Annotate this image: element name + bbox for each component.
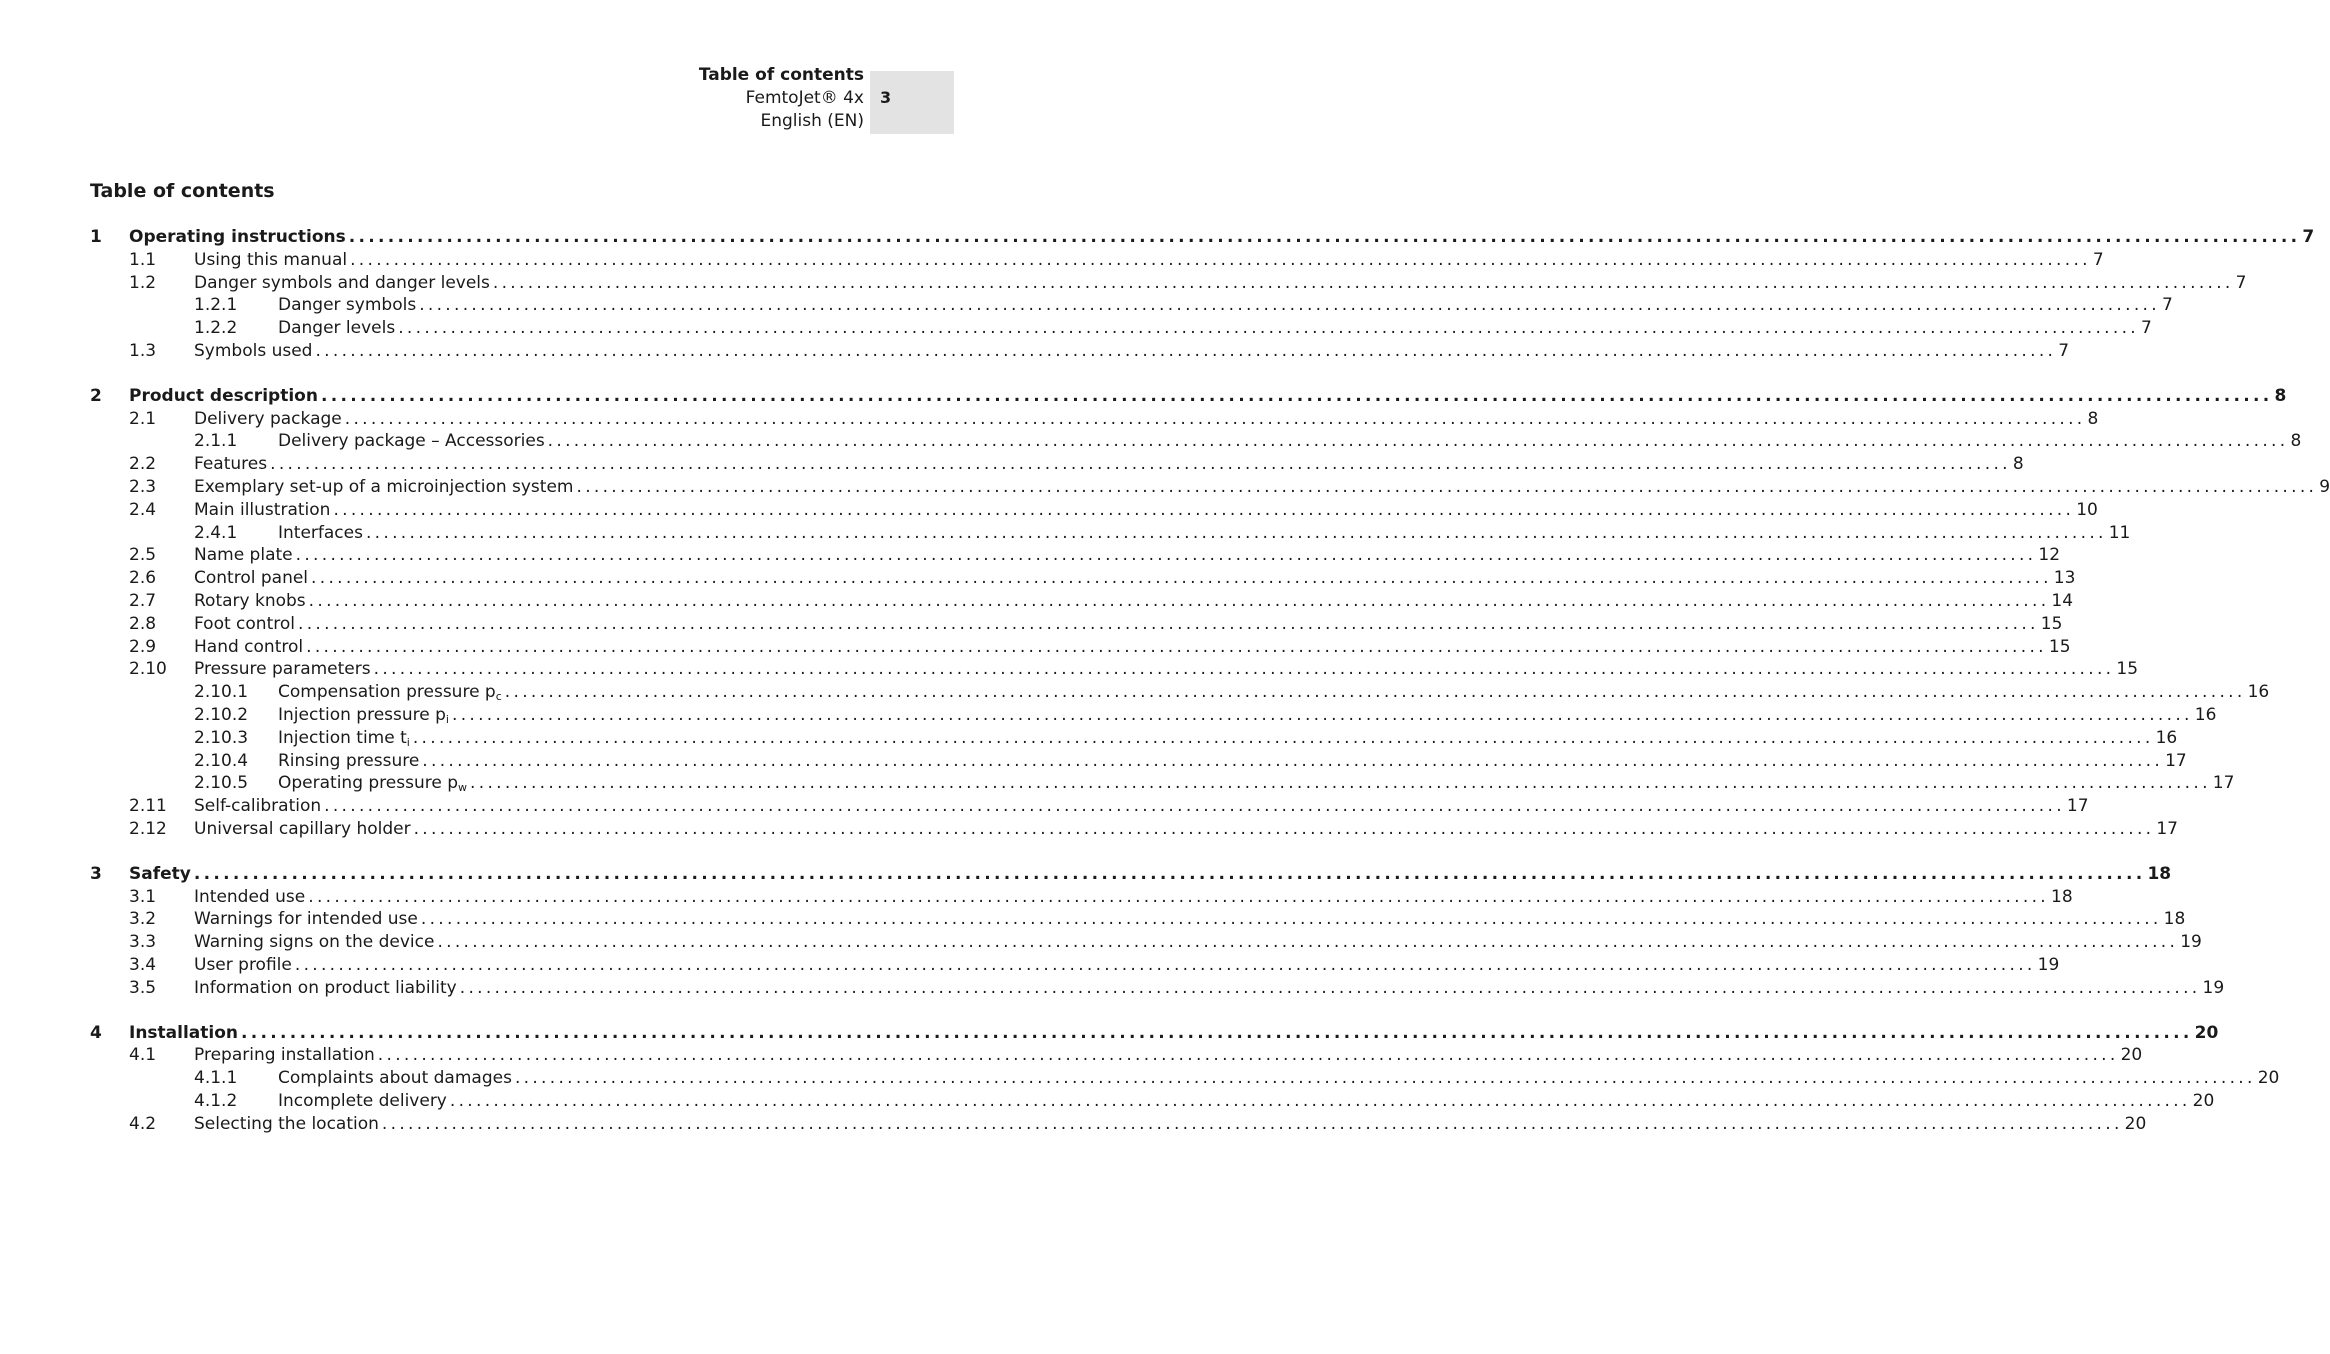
toc-section-entry[interactable]	[90, 272, 2247, 295]
toc-entry-title: Delivery package	[194, 408, 342, 429]
toc-entry-title: Pressure parameters	[194, 659, 371, 680]
toc-entry-title: Product description	[129, 385, 318, 406]
toc-entry-title: Features	[194, 454, 268, 475]
toc-subsection-entry[interactable]	[90, 681, 2270, 704]
toc-entry-number: 3.2	[129, 909, 157, 930]
table-of-contents	[90, 226, 2330, 1157]
toc-entry-title: Using this manual	[194, 249, 348, 270]
toc-entry-title: Self-calibration	[194, 796, 322, 817]
toc-entry-number: 3	[90, 863, 102, 884]
toc-chapter	[90, 863, 2225, 1000]
toc-entry-page: 20	[2192, 1090, 2215, 1111]
toc-section-entry[interactable]	[90, 931, 2202, 954]
toc-entry-title: Preparing installation	[194, 1045, 375, 1066]
toc-subsection-entry[interactable]	[90, 1090, 2215, 1113]
toc-heading: Table of contents	[90, 180, 275, 202]
toc-entry-number: 2.9	[129, 636, 157, 657]
toc-entry-number: 4	[90, 1022, 102, 1043]
toc-entry-number: 4.2	[129, 1113, 157, 1134]
toc-section-entry[interactable]	[90, 1044, 2143, 1067]
toc-entry-title: Danger levels	[278, 318, 396, 339]
toc-entry-title: Interfaces	[278, 522, 363, 543]
toc-entry-title: Main illustration	[194, 499, 331, 520]
toc-entry-page: 17	[2156, 818, 2178, 839]
toc-entry-title: Installation	[129, 1022, 239, 1043]
toc-chapter	[90, 226, 2315, 363]
toc-entry-number: 2.1	[129, 408, 157, 429]
toc-entry-number: 4.1.2	[194, 1090, 238, 1111]
toc-section-entry[interactable]	[90, 977, 2225, 1000]
toc-entry-title: Symbols used	[194, 340, 313, 361]
toc-entry-number: 2.10.5	[194, 773, 249, 794]
toc-entry-number: 3.1	[129, 886, 157, 907]
dot-leader: ........................................................................................................................................................................................................	[315, 340, 2057, 361]
toc-entry-title: Selecting the location	[194, 1113, 379, 1134]
dot-leader: ........................................................................................................................................................................................................	[412, 727, 2154, 748]
toc-chapter	[90, 385, 2330, 841]
toc-entry-page: 15	[2116, 659, 2139, 680]
toc-entry-subscript: i	[406, 735, 410, 749]
toc-section-entry[interactable]	[90, 818, 2178, 841]
dot-leader: ........................................................................................................................................................................................................	[419, 295, 2160, 316]
toc-entry-number: 2.1.1	[194, 431, 238, 452]
toc-section-entry[interactable]	[90, 954, 2060, 977]
toc-section-entry[interactable]	[90, 453, 2024, 476]
toc-entry-title: Warning signs on the device	[194, 932, 435, 953]
dot-leader: ........................................................................................................................................................................................................	[514, 1068, 2256, 1089]
toc-entry-page: 20	[2124, 1113, 2147, 1134]
toc-entry-number: 1	[90, 227, 102, 247]
toc-entry-title: Operating pressure $p_w$	[278, 773, 468, 795]
toc-entry-title: Operating instructions	[129, 227, 346, 247]
toc-entry-number: 2.10	[129, 659, 167, 680]
toc-entry-title: Injection pressure $p_i$	[278, 704, 449, 726]
toc-entry-page: 20	[2120, 1045, 2143, 1066]
toc-entry-page: 19	[2180, 932, 2202, 953]
toc-entry-number: 2.6	[129, 568, 157, 589]
dot-leader: ........................................................................................................................................................................................................	[308, 886, 2049, 907]
toc-entry-page: 16	[2194, 704, 2217, 725]
toc-chapter	[90, 1022, 2280, 1136]
toc-entry-page: 9	[2319, 476, 2330, 497]
toc-entry-page: 20	[2194, 1022, 2219, 1043]
page-number: 3	[880, 88, 892, 107]
dot-leader: ........................................................................................................................................................................................................	[449, 1090, 2191, 1111]
dot-leader: ........................................................................................................................................................................................................	[320, 385, 2273, 406]
header-title: Table of contents	[698, 65, 864, 85]
toc-entry-page: 7	[2058, 340, 2070, 361]
toc-entry-number: 2.5	[129, 545, 157, 566]
toc-entry-page: 7	[2302, 227, 2315, 247]
toc-section-entry[interactable]	[90, 613, 2063, 636]
dot-leader: ........................................................................................................................................................................................................	[437, 932, 2179, 953]
toc-subsection-entry[interactable]	[90, 727, 2178, 750]
toc-entry-page: 7	[2140, 318, 2152, 339]
toc-subsection-entry[interactable]	[90, 772, 2235, 795]
toc-entry-page: 18	[2051, 886, 2073, 907]
toc-section-entry[interactable]	[90, 658, 2139, 681]
toc-entry-number: 2.4	[129, 499, 157, 520]
toc-entry-page: 16	[2247, 682, 2270, 703]
dot-leader: ........................................................................................................................................................................................................	[504, 682, 2246, 703]
toc-section-entry[interactable]	[90, 567, 2076, 590]
toc-entry-number: 4.1.1	[194, 1068, 238, 1089]
toc-entry-page: 15	[2040, 613, 2063, 634]
toc-section-entry[interactable]	[90, 886, 2073, 909]
toc-entry-page: 11	[2108, 522, 2131, 543]
toc-section-entry[interactable]	[90, 590, 2074, 613]
dot-leader: ........................................................................................................................................................................................................	[420, 909, 2162, 930]
toc-entry-page: 16	[2155, 727, 2178, 748]
dot-leader: ........................................................................................................................................................................................................	[193, 863, 2146, 884]
dot-leader: ........................................................................................................................................................................................................	[344, 408, 2086, 429]
toc-entry-page: 13	[2053, 568, 2076, 589]
toc-entry-number: 2.11	[129, 796, 167, 817]
toc-entry-title: Hand control	[194, 636, 304, 657]
toc-section-entry[interactable]	[90, 795, 2089, 818]
toc-entry-page: 17	[2066, 796, 2089, 817]
dot-leader: ........................................................................................................................................................................................................	[241, 1022, 2193, 1043]
toc-subsection-entry[interactable]	[90, 1067, 2280, 1090]
toc-entry-page: 8	[2087, 408, 2099, 429]
toc-entry-page: 7	[2235, 272, 2247, 293]
dot-leader: ........................................................................................................................................................................................................	[333, 499, 2075, 520]
toc-entry-title: Name plate	[194, 545, 293, 566]
dot-leader: ........................................................................................................................................................................................................	[365, 522, 2107, 543]
toc-entry-title: Danger symbols and danger levels	[194, 272, 490, 293]
toc-entry-number: 2	[90, 385, 102, 406]
toc-entry-subscript: w	[458, 781, 468, 795]
toc-subsection-entry[interactable]	[90, 704, 2217, 727]
dot-leader: ........................................................................................................................................................................................................	[306, 636, 2047, 657]
toc-entry-number: 2.10.2	[194, 704, 249, 725]
dot-leader: ........................................................................................................................................................................................................	[381, 1113, 2123, 1134]
toc-entry-page: 8	[2290, 431, 2302, 452]
toc-entry-page: 19	[2202, 977, 2225, 998]
toc-section-entry[interactable]	[90, 636, 2071, 659]
dot-leader: ........................................................................................................................................................................................................	[451, 704, 2193, 725]
toc-entry-number: 2.12	[129, 818, 167, 839]
dot-leader: ........................................................................................................................................................................................................	[377, 1045, 2119, 1066]
header-language: English (EN)	[760, 111, 864, 131]
toc-entry-number: 2.10.3	[194, 727, 249, 748]
dot-leader: ........................................................................................................................................................................................................	[270, 454, 2011, 475]
dot-leader: ........................................................................................................................................................................................................	[459, 977, 2201, 998]
toc-chapter-entry[interactable]	[90, 863, 2172, 886]
toc-entry-number: 1.2	[129, 272, 157, 293]
toc-entry-subscript: i	[445, 712, 449, 726]
header-product: FemtoJet® 4x	[745, 88, 864, 108]
dot-leader: ........................................................................................................................................................................................................	[297, 613, 2039, 634]
toc-entry-title: Injection time $t_i$	[278, 727, 410, 749]
toc-chapter-entry[interactable]	[90, 385, 2287, 408]
toc-entry-page: 15	[2048, 636, 2071, 657]
toc-subsection-entry[interactable]	[90, 294, 2173, 317]
toc-entry-title: Rinsing pressure	[278, 750, 420, 771]
toc-chapter-entry[interactable]	[90, 1022, 2219, 1045]
dot-leader: ........................................................................................................................................................................................................	[308, 590, 2050, 611]
toc-entry-number: 3.4	[129, 954, 157, 975]
toc-entry-page: 10	[2076, 499, 2098, 520]
toc-entry-title: User profile	[194, 954, 292, 975]
toc-entry-title: Danger symbols	[278, 295, 417, 316]
toc-entry-number: 1.3	[129, 340, 157, 361]
toc-entry-number: 1.2.2	[194, 318, 238, 339]
toc-entry-page: 8	[2274, 385, 2287, 406]
page-number-tab	[870, 71, 954, 134]
toc-entry-page: 14	[2051, 590, 2074, 611]
running-header	[699, 64, 864, 133]
toc-entry-number: 3.3	[129, 932, 157, 953]
toc-subsection-entry[interactable]	[90, 522, 2131, 545]
toc-entry-number: 1.2.1	[194, 295, 238, 316]
toc-section-entry[interactable]	[90, 499, 2098, 522]
toc-entry-title: Safety	[129, 863, 191, 884]
dot-leader: ........................................................................................................................................................................................................	[422, 750, 2164, 771]
toc-entry-title: Complaints about damages	[278, 1068, 512, 1089]
toc-entry-title: Control panel	[194, 568, 309, 589]
toc-entry-title: Rotary knobs	[194, 590, 306, 611]
toc-chapter-entry[interactable]	[90, 226, 2315, 249]
toc-entry-page: 17	[2165, 750, 2187, 771]
dot-leader: ........................................................................................................................................................................................................	[295, 545, 2037, 566]
dot-leader: ........................................................................................................................................................................................................	[348, 227, 2301, 247]
toc-entry-number: 2.10.1	[194, 682, 249, 703]
toc-entry-page: 18	[2147, 863, 2172, 884]
toc-section-entry[interactable]	[90, 908, 2186, 931]
toc-entry-number: 2.2	[129, 454, 157, 475]
dot-leader: ........................................................................................................................................................................................................	[547, 431, 2289, 452]
toc-entry-title: Delivery package – Accessories	[278, 431, 545, 452]
dot-leader: ........................................................................................................................................................................................................	[492, 272, 2234, 293]
dot-leader: ........................................................................................................................................................................................................	[350, 249, 2091, 270]
toc-entry-page: 17	[2212, 773, 2235, 794]
toc-subsection-entry[interactable]	[90, 750, 2187, 773]
dot-leader: ........................................................................................................................................................................................................	[373, 659, 2115, 680]
dot-leader: ........................................................................................................................................................................................................	[470, 773, 2211, 794]
toc-entry-number: 2.7	[129, 590, 157, 611]
toc-entry-page: 19	[2037, 954, 2060, 975]
toc-section-entry[interactable]	[90, 476, 2330, 499]
dot-leader: ........................................................................................................................................................................................................	[398, 318, 2139, 339]
toc-entry-title: Exemplary set-up of a microinjection system	[194, 476, 574, 497]
toc-entry-title: Foot control	[194, 613, 295, 634]
toc-entry-number: 2.3	[129, 476, 157, 497]
toc-entry-number: 2.10.4	[194, 750, 249, 771]
toc-entry-number: 3.5	[129, 977, 157, 998]
toc-entry-page: 7	[2161, 295, 2173, 316]
dot-leader: ........................................................................................................................................................................................................	[324, 796, 2065, 817]
toc-entry-title: Intended use	[194, 886, 306, 907]
toc-entry-title: Universal capillary holder	[194, 818, 411, 839]
toc-entry-subscript: c	[495, 690, 502, 704]
toc-section-entry[interactable]	[90, 340, 2070, 363]
dot-leader: ........................................................................................................................................................................................................	[413, 818, 2155, 839]
toc-entry-number: 2.4.1	[194, 522, 238, 543]
toc-entry-number: 1.1	[129, 249, 157, 270]
toc-entry-title: Incomplete delivery	[278, 1090, 447, 1111]
toc-subsection-entry[interactable]	[90, 317, 2152, 340]
toc-entry-number: 4.1	[129, 1045, 157, 1066]
toc-subsection-entry[interactable]	[90, 430, 2302, 453]
toc-entry-page: 18	[2163, 909, 2186, 930]
toc-entry-title: Information on product liability	[194, 977, 457, 998]
dot-leader: ........................................................................................................................................................................................................	[576, 476, 2318, 497]
toc-entry-page: 20	[2257, 1068, 2280, 1089]
toc-entry-title: Warnings for intended use	[194, 909, 418, 930]
toc-entry-title: Compensation pressure $p_c$	[278, 682, 502, 704]
dot-leader: ........................................................................................................................................................................................................	[311, 568, 2052, 589]
dot-leader: ........................................................................................................................................................................................................	[294, 954, 2036, 975]
toc-entry-page: 12	[2038, 545, 2061, 566]
toc-section-entry[interactable]	[90, 408, 2099, 431]
toc-section-entry[interactable]	[90, 544, 2061, 567]
toc-section-entry[interactable]	[90, 1113, 2147, 1136]
toc-entry-page: 8	[2012, 454, 2024, 475]
toc-section-entry[interactable]	[90, 249, 2104, 272]
toc-entry-page: 7	[2092, 249, 2104, 270]
toc-entry-number: 2.8	[129, 613, 157, 634]
